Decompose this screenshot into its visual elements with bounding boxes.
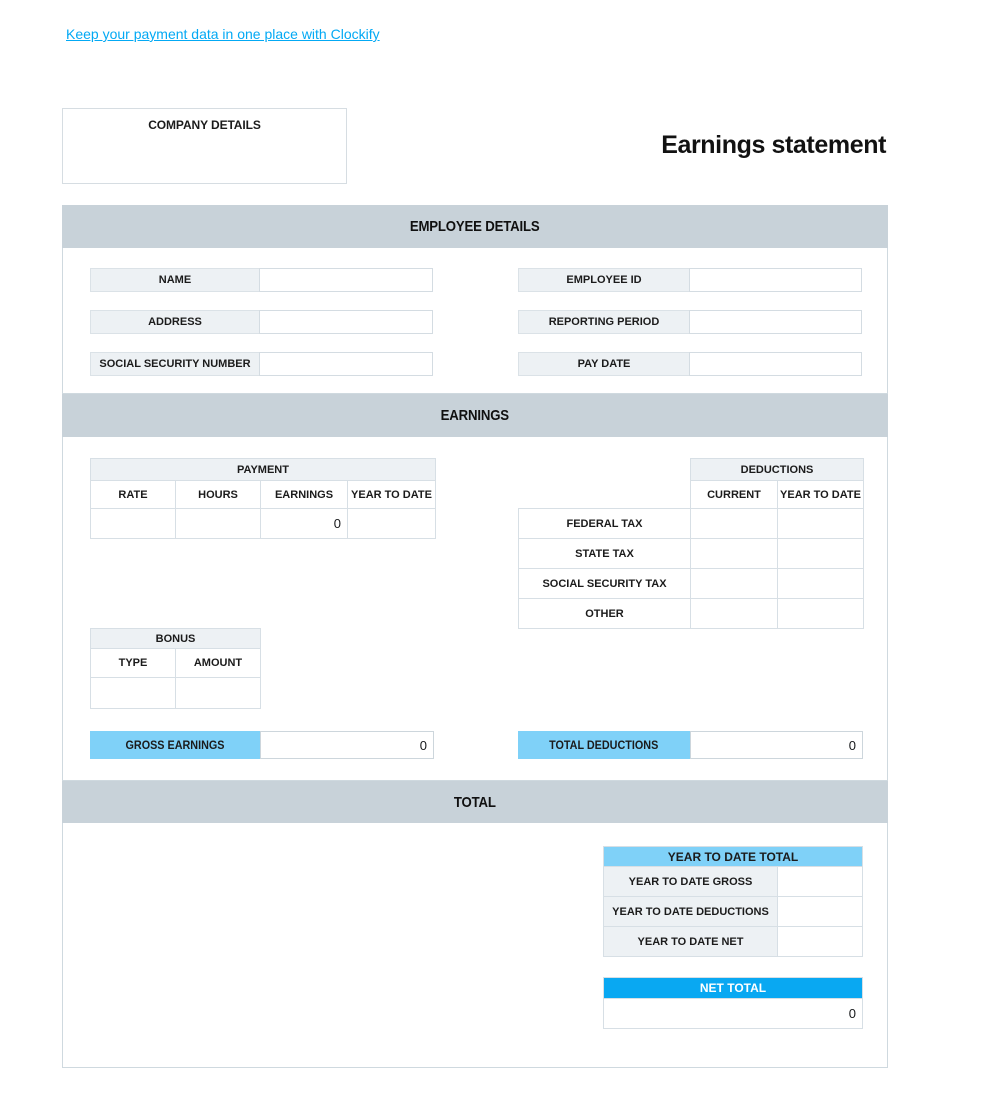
section-header-total	[62, 781, 888, 823]
payment-table-title: PAYMENT	[91, 459, 436, 481]
reporting-period-input[interactable]	[689, 310, 862, 334]
ytd-deductions-value[interactable]	[778, 897, 863, 927]
payment-ytd-cell[interactable]	[348, 509, 436, 539]
bonus-amount-cell[interactable]	[176, 678, 261, 709]
gross-earnings-row	[90, 731, 434, 759]
rate-cell[interactable]	[91, 509, 176, 539]
ssn-label: SOCIAL SECURITY NUMBER	[90, 352, 260, 376]
company-details-label: COMPANY DETAILS	[148, 118, 261, 132]
deduction-row-social-security-tax	[519, 569, 864, 599]
ytd-net-label: YEAR TO DATE NET	[604, 927, 778, 957]
ytd-deductions-label: YEAR TO DATE DEDUCTIONS	[604, 897, 778, 927]
bonus-col-amount: AMOUNT	[176, 649, 261, 678]
employee-id-label: EMPLOYEE ID	[518, 268, 690, 292]
payment-table	[90, 458, 436, 539]
ytd-total-title: YEAR TO DATE TOTAL	[604, 847, 863, 867]
federal-tax-label: FEDERAL TAX	[519, 509, 691, 539]
net-total-value[interactable]: 0	[604, 999, 863, 1029]
payment-col-hours: HOURS	[176, 481, 261, 509]
gross-earnings-label: GROSS EARNINGS	[90, 731, 260, 759]
deduction-row-state-tax	[519, 539, 864, 569]
name-input[interactable]	[259, 268, 433, 292]
gross-earnings-value[interactable]: 0	[260, 731, 434, 759]
reporting-period-label: REPORTING PERIOD	[518, 310, 690, 334]
clockify-promo-link[interactable]: Keep your payment data in one place with Clockify	[66, 26, 380, 42]
payment-col-ytd: YEAR TO DATE	[348, 481, 436, 509]
net-total-title: NET TOTAL	[604, 978, 863, 999]
ytd-gross-label: YEAR TO DATE GROSS	[604, 867, 778, 897]
other-deduction-label: OTHER	[519, 599, 691, 629]
total-deductions-label: TOTAL DEDUCTIONS	[518, 731, 690, 759]
earnings-cell[interactable]: 0	[261, 509, 348, 539]
ytd-total-table	[603, 846, 863, 957]
payment-data-row	[91, 509, 436, 539]
bonus-table-title: BONUS	[91, 629, 261, 649]
employee-id-input[interactable]	[689, 268, 862, 292]
bonus-col-type: TYPE	[91, 649, 176, 678]
section-title: EARNINGS	[440, 407, 510, 424]
address-input[interactable]	[259, 310, 433, 334]
address-label: ADDRESS	[90, 310, 260, 334]
pay-date-label: PAY DATE	[518, 352, 690, 376]
payment-col-earnings: EARNINGS	[261, 481, 348, 509]
ytd-gross-row	[604, 867, 863, 897]
field-row-ssn	[90, 352, 433, 376]
social-security-tax-label: SOCIAL SECURITY TAX	[519, 569, 691, 599]
field-row-employee-id	[518, 268, 862, 292]
deductions-col-current: CURRENT	[691, 481, 778, 509]
section-title: EMPLOYEE DETAILS	[410, 218, 540, 235]
other-ytd-cell[interactable]	[778, 599, 864, 629]
section-header-employee-details	[62, 205, 888, 248]
page-title: Earnings statement	[661, 131, 886, 159]
bonus-type-cell[interactable]	[91, 678, 176, 709]
bonus-data-row	[91, 678, 261, 709]
net-total-table	[603, 977, 863, 1029]
total-deductions-row	[518, 731, 863, 759]
total-deductions-value[interactable]: 0	[690, 731, 863, 759]
spacer-cell	[519, 481, 691, 509]
deductions-col-ytd: YEAR TO DATE	[778, 481, 864, 509]
social-security-tax-ytd-cell[interactable]	[778, 569, 864, 599]
deduction-row-federal-tax	[519, 509, 864, 539]
bonus-table	[90, 628, 261, 709]
social-security-tax-current-cell[interactable]	[691, 569, 778, 599]
field-row-name	[90, 268, 433, 292]
federal-tax-ytd-cell[interactable]	[778, 509, 864, 539]
hours-cell[interactable]	[176, 509, 261, 539]
other-current-cell[interactable]	[691, 599, 778, 629]
state-tax-ytd-cell[interactable]	[778, 539, 864, 569]
field-row-address	[90, 310, 433, 334]
payment-col-rate: RATE	[91, 481, 176, 509]
deductions-table	[518, 458, 864, 629]
state-tax-label: STATE TAX	[519, 539, 691, 569]
pay-date-input[interactable]	[689, 352, 862, 376]
section-header-earnings	[62, 394, 888, 437]
name-label: NAME	[90, 268, 260, 292]
field-row-reporting-period	[518, 310, 862, 334]
ytd-deductions-row	[604, 897, 863, 927]
state-tax-current-cell[interactable]	[691, 539, 778, 569]
company-details-box[interactable]	[62, 108, 347, 184]
section-title: TOTAL	[454, 793, 496, 811]
federal-tax-current-cell[interactable]	[691, 509, 778, 539]
deductions-table-title: DEDUCTIONS	[691, 459, 864, 481]
ytd-net-value[interactable]	[778, 927, 863, 957]
ytd-gross-value[interactable]	[778, 867, 863, 897]
deduction-row-other	[519, 599, 864, 629]
spacer-cell	[519, 459, 691, 481]
ytd-net-row	[604, 927, 863, 957]
field-row-pay-date	[518, 352, 862, 376]
ssn-input[interactable]	[259, 352, 433, 376]
